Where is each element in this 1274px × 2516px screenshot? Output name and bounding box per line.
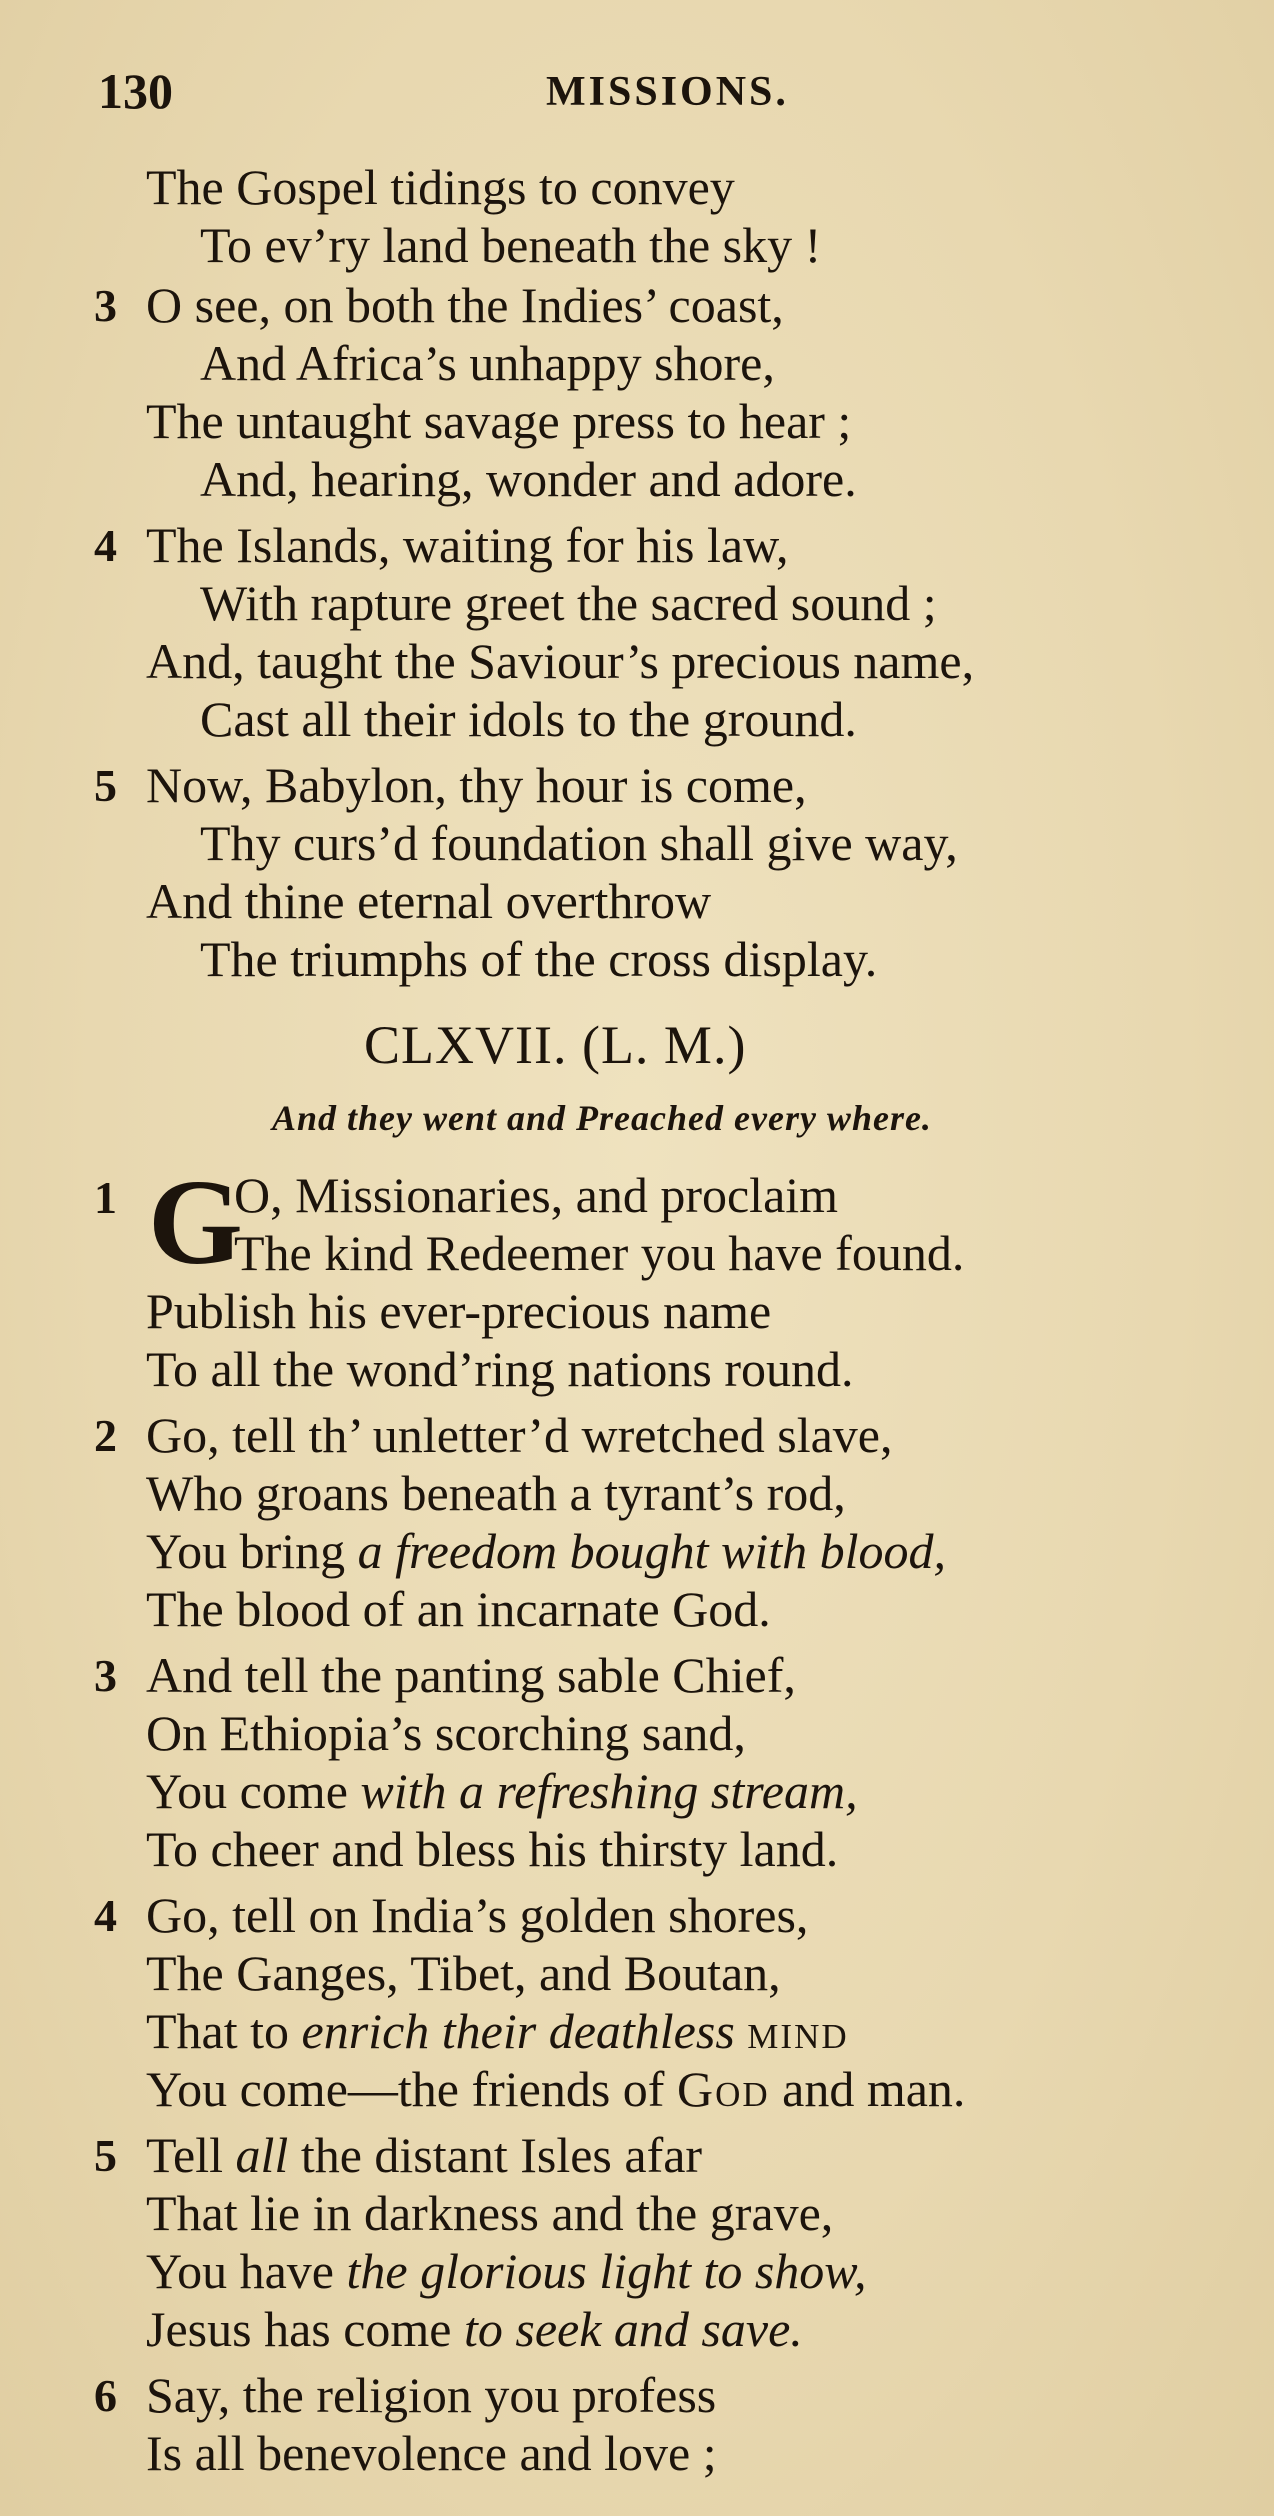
verse-line: Who groans beneath a tyrant’s rod, — [146, 1465, 846, 1521]
verse-line: Go, tell on India’s golden shores, — [146, 1887, 809, 1943]
verse-line: Tell all the distant Isles afar — [146, 2127, 703, 2183]
verse-line: The Ganges, Tibet, and Boutan, — [146, 1945, 781, 2001]
verse-line: To cheer and bless his thirsty land. — [146, 1821, 839, 1877]
verse-line: O see, on both the Indies’ coast, — [146, 277, 784, 333]
verse-line: And, hearing, wonder and adore. — [200, 451, 857, 507]
verse-line: Publish his ever-precious name — [146, 1283, 772, 1339]
verse-line: The Islands, waiting for his law, — [146, 517, 789, 573]
verse-line: And thine eternal overthrow — [146, 873, 712, 929]
verse-line: Go, tell th’ unletter’d wretched slave, — [146, 1407, 893, 1463]
hymn-epigraph: And they went and Preached every where. — [272, 1098, 932, 1138]
verse-number: 3 — [94, 280, 117, 331]
verse-line: That to enrich their deathless mind — [146, 2003, 849, 2059]
verse-line: The triumphs of the cross display. — [200, 931, 878, 987]
verse-line: And tell the panting sable Chief, — [146, 1647, 796, 1703]
verse-line: To all the wond’ring nations round. — [146, 1341, 854, 1397]
verse-number: 6 — [94, 2370, 117, 2421]
verse-line: On Ethiopia’s scorching sand, — [146, 1705, 746, 1761]
verse-number: 3 — [94, 1650, 117, 1701]
verse-number: 5 — [94, 2130, 117, 2181]
drop-cap: G — [148, 1155, 243, 1290]
verse-line: O, Missionaries, and proclaim — [234, 1167, 839, 1223]
verse-line: Cast all their idols to the ground. — [200, 691, 857, 747]
verse-number: 5 — [94, 760, 117, 811]
verse-line: Now, Babylon, thy hour is come, — [146, 757, 807, 813]
verse-line: Is all benevolence and love ; — [146, 2425, 717, 2481]
verse-line: Jesus has come to seek and save. — [146, 2301, 803, 2357]
verse-line: The kind Redeemer you have found. — [234, 1225, 965, 1281]
verse-line: That lie in darkness and the grave, — [146, 2185, 834, 2241]
verse-line: You bring a freedom bought with blood, — [146, 1523, 947, 1579]
verse-line: The Gospel tidings to convey — [146, 159, 735, 215]
verse-line: Say, the religion you profess — [146, 2367, 717, 2423]
verse-line: You come—the friends of God and man. — [146, 2061, 966, 2117]
verse-line: You come with a refreshing stream, — [146, 1763, 858, 1819]
running-title: MISSIONS. — [546, 69, 789, 115]
verse-number: 2 — [94, 1410, 117, 1461]
verse-number: 4 — [94, 1890, 117, 1941]
verse-line: The untaught savage press to hear ; — [146, 393, 852, 449]
verse-line: To ev’ry land beneath the sky ! — [200, 217, 822, 273]
verse-line: The blood of an incarnate God. — [146, 1581, 771, 1637]
verse-line: You have the glorious light to show, — [146, 2243, 867, 2299]
verse-line: Thy curs’d foundation shall give way, — [200, 815, 958, 871]
verse-line: And Africa’s unhappy shore, — [200, 335, 775, 391]
verse-line: And, taught the Saviour’s precious name, — [146, 633, 975, 689]
hymn-title: CLXVII. (L. M.) — [364, 1015, 747, 1075]
page-number: 130 — [98, 63, 173, 119]
verse-number: 1 — [94, 1172, 117, 1223]
page-header — [98, 62, 1214, 122]
verse-number: 4 — [94, 520, 117, 571]
verse-line: With rapture greet the sacred sound ; — [200, 575, 937, 631]
